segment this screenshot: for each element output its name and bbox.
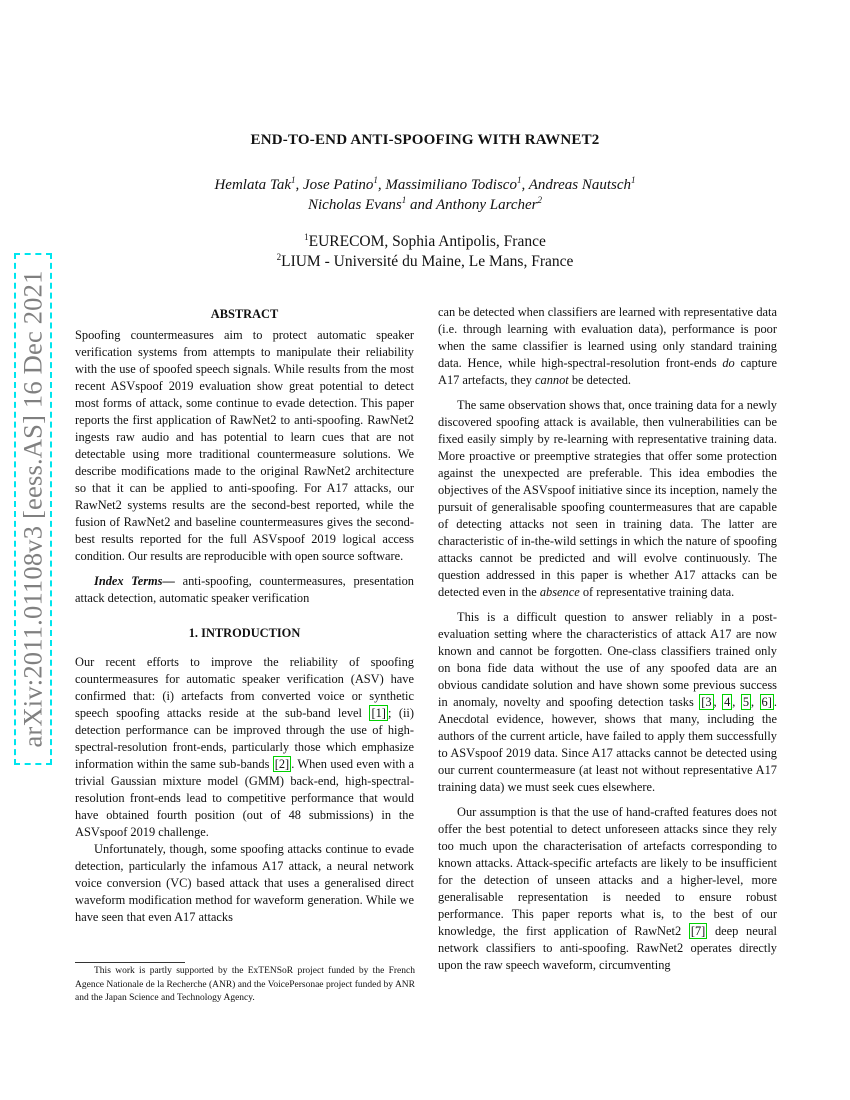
author-line-2	[0, 195, 850, 215]
text-run: be detected.	[568, 373, 632, 387]
text-run: of representative training data.	[579, 585, 735, 599]
arxiv-identifier[interactable]: arXiv:2011.01108v3 [eess.AS] 16 Dec 2021	[17, 270, 48, 748]
citation-link[interactable]: 5	[742, 695, 750, 709]
text-run: . When used even with a trivial Gaussian mixture model (GMM) back-end, high-spectral-resolution front-ends lead to competitive performance that would have obtained fourth position (out of 48 submissions) in the ASVspoof 2019 challenge.	[75, 757, 414, 839]
emphasis: do	[722, 356, 735, 370]
author-sep: ,	[521, 177, 529, 193]
citation-link[interactable]: 4	[724, 695, 731, 709]
intro-paragraph-2: Unfortunately, though, some spoofing attacks continue to evade detection, particularly the infamous A17 attack, a neural network voice conversion (VC) based attack that uses a generalised direct waveform modification method for waveform generation. While we have seen that even A17 attacks	[75, 842, 414, 924]
right-paragraph-3: This is a difficult question to answer reliably in a post-evaluation setting where the characteristics of attack A17 are now known and cannot be forgotten. One-class classifiers trained only on bona fide data without the use of any spoofed data are an obvious candidate solution and have shown some previous success in anomaly, novelty and spoofing detection tasks [3 , 4 , 5 , 6] . Anecdotal evidence, however, shows that many, including the authors of the current article, have failed to apply them successfully to ASVspoof 2019 data. Since A17 attacks cannot be detected using our current countermeasure (at least not without representative A17 training data) we must seek cues elsewhere.	[438, 610, 777, 794]
author-affil-mark: 2	[537, 195, 542, 205]
author-name: Jose Patino	[302, 177, 374, 193]
author-affil-mark: 1	[373, 175, 378, 185]
author-sep: ,	[295, 177, 303, 193]
emphasis: absence	[539, 585, 580, 599]
index-terms	[75, 573, 414, 607]
citation-link[interactable]: [7]	[690, 924, 706, 938]
left-column	[75, 306, 414, 926]
affil-mark: 1	[304, 231, 309, 242]
affil-mark: 2	[276, 251, 282, 262]
right-paragraph-2	[438, 397, 777, 601]
author-name: Andreas Nautsch	[528, 177, 632, 193]
text-run: can be detected when classifiers are learned with representative data (i.e. through learning with evaluation data), performance is poor when the same classifier is learned using only standard training data. Hence, while high-spectral-resolution front-ends	[438, 305, 777, 370]
affiliation-1	[0, 232, 850, 252]
paper-title: END-TO-END ANTI-SPOOFING WITH RAWNET2	[250, 132, 600, 148]
affil-text: EURECOM, Sophia Antipolis, France	[308, 233, 546, 250]
author-affil-mark: 1	[290, 175, 296, 185]
affil-text: LIUM - Université du Maine, Le Mans, France	[281, 253, 574, 270]
text-run: . Anecdotal evidence, however, shows that many, including the authors of the current article, have failed to apply them successfully to ASVspoof 2019 data. Since A17 attacks cannot be detected using our current countermeasure (at least not without representative A17 training data) we must seek cues elsewhere.	[438, 695, 777, 794]
arxiv-identifier-box[interactable]	[14, 253, 52, 765]
affiliation-2	[0, 252, 850, 272]
citation-link[interactable]: 6]	[761, 695, 772, 709]
author-affil-mark: 1	[516, 175, 522, 185]
footnote: This work is partly supported by the ExTENSoR project funded by the French Agence Nationale de la Recherche (ANR) and the VoicePersonae project funded by ANR and the Japan Science and Technology Agency.	[75, 966, 415, 1003]
author-sep: ,	[377, 177, 386, 193]
citation-link[interactable]: [3	[701, 695, 712, 709]
text-run: deep neural network classifiers to anti-spoofing. RawNet2 operates directly upon the raw speech waveform, circumventing	[438, 924, 777, 972]
emphasis: cannot	[535, 373, 569, 387]
intro-paragraph-1	[75, 654, 414, 841]
author-line-1	[0, 175, 850, 195]
text-run: capture A17 artefacts, they	[438, 356, 778, 387]
author-affil-mark: 1	[401, 195, 407, 205]
text-run: ; (ii) detection performance can be improved through the use of high-spectral-resolution front-ends, particularly those which emphasize information within the same sub-bands	[75, 706, 414, 771]
index-terms-text: anti-spoofing, countermeasures, presentation attack detection, automatic speaker verification	[75, 574, 414, 605]
author-list	[0, 175, 850, 215]
text-run: Our assumption is that the use of hand-crafted features does not offer the best potential to detect unforeseen attacks since they rely too much upon the characterisation of artefacts corresponding to known attacks. Attack-specific artefacts are likely to be insufficient for the detection of unseen attacks and a higher-level, more generalisable representation is needed to ensure robust performance. This paper reports what is, to the best of our knowledge, the first application of RawNet2	[438, 805, 777, 938]
author-name: Nicholas Evans	[308, 197, 402, 213]
right-paragraph-1	[438, 304, 777, 389]
text-run: Our recent efforts to improve the reliability of spoofing countermeasures for automatic speaker verification (ASV) have confirmed that: (i) artefacts from converted voice or synthetic speech spoofing attacks reside at the sub-band level	[75, 655, 414, 720]
author-affil-mark: 1	[631, 175, 636, 185]
author-sep: and	[406, 197, 436, 213]
author-name: Anthony Larcher	[435, 197, 538, 213]
affiliations	[0, 232, 850, 272]
right-paragraph-4	[438, 804, 777, 974]
section-heading-introduction: 1. INTRODUCTION	[188, 626, 301, 640]
footnote-rule	[75, 962, 185, 963]
author-name: Massimiliano Todisco	[385, 177, 517, 193]
abstract-text: Spoofing countermeasures aim to protect automatic speaker verification systems from attempts to manipulate their reliability with the use of spoofed speech signals. While results from the most recent ASVspoof 2019 evaluation show great potential to detect most forms of attack, some continue to evade detection. This paper reports the first application of RawNet2 to anti-spoofing. RawNet2 ingests raw audio and has potential to learn cues that are not detectable using more traditional countermeasure solutions. We describe modifications made to the original RawNet2 architecture so that it can be applied to anti-spoofing. For A17 attacks, our RawNet2 systems results are the second-best reported, while the fusion of RawNet2 and baseline countermeasures gives the second-best results reported for the full ASVspoof 2019 logical access condition. Our results are reproducible with open source software.	[75, 328, 414, 563]
text-run: The same observation shows that, once training data for a newly discovered spoofing attack is available, then vulnerabilities can be fixed easily simply by re-learning with representative training data. More proactive or preemptive strategies that offer some protection against the unexpected are preferable. This idea embodies the objectives of the ASVspoof initiative since its inception, namely the pursuit of generalisable spoofing countermeasures that are capable of detecting attacks not seen in training data. The latter are characteristic of in-the-wild settings in which the nature of spoofing attacks cannot be predicted and will evolve continuously. The question addressed in this paper is whether A17 attacks can be detected even in the	[438, 398, 777, 599]
right-column	[438, 304, 777, 974]
citation-link[interactable]: [2]	[274, 757, 290, 771]
abstract-heading: ABSTRACT	[210, 307, 279, 321]
citation-link[interactable]: [1]	[371, 706, 386, 720]
author-name: Hemlata Tak	[214, 177, 291, 193]
text-run: This is a difficult question to answer reliably in a post-evaluation setting where the characteristics of attack A17 are now known and cannot be forgotten. One-class classifiers trained only on bona fide data without the use of any spoofed data are an obvious candidate solution and have shown some previous success in anomaly, novelty and spoofing detection tasks	[438, 610, 777, 709]
index-terms-label: Index Terms—	[94, 574, 175, 588]
